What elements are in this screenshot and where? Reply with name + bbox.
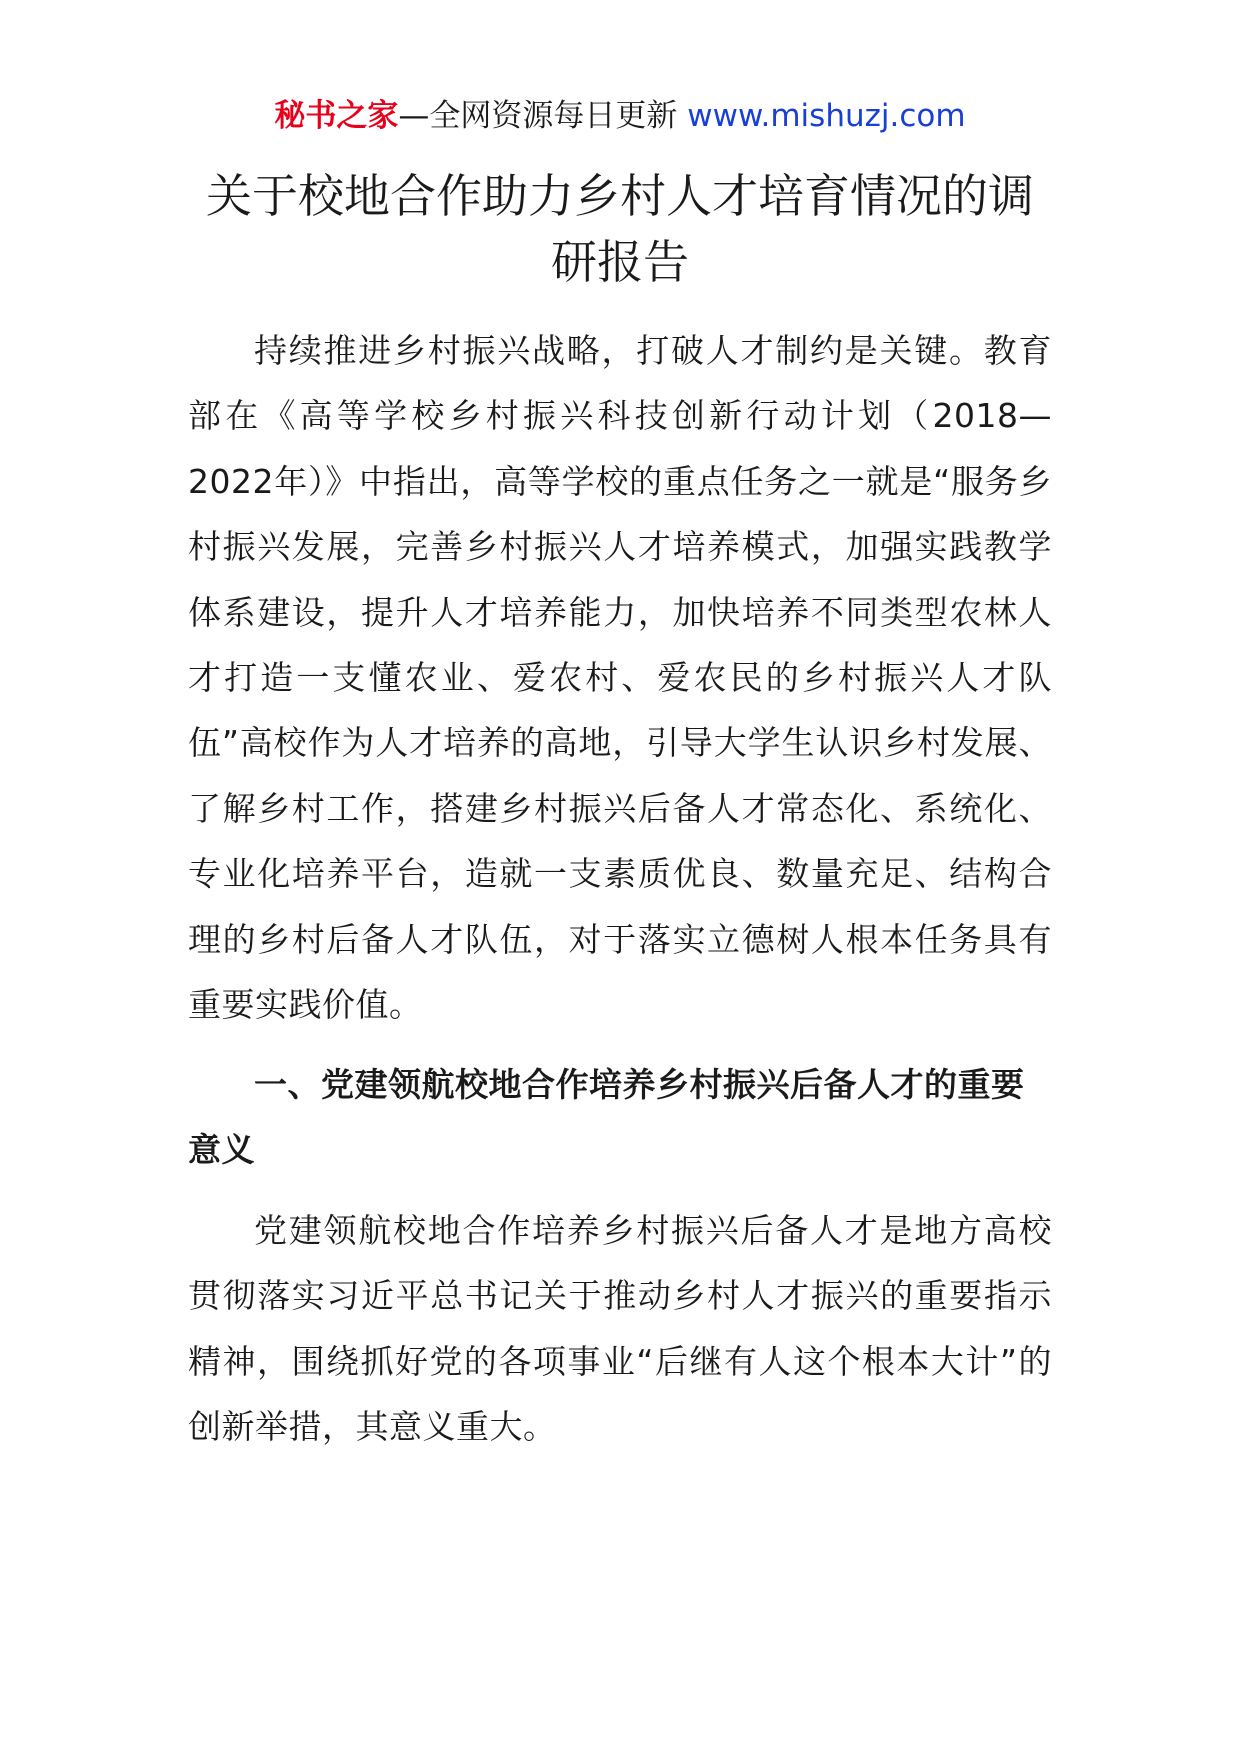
site-header: [0, 96, 1240, 136]
intro-paragraph: 持续推进乡村振兴战略，打破人才制约是关键。教育部在《高等学校乡村振兴科技创新行动计划（2018—2022年）》中指出，高等学校的重点任务之一就是“服务乡村振兴发展，完善乡村振兴人才培养模式，加强实践教学体系建设，提升人才培养能力，加快培养不同类型农林人才打造一支懂农业、爱农村、爱农民的乡村振兴人才队伍”高校作为人才培养的高地，引导大学生认识乡村发展、了解乡村工作，搭建乡村振兴后备人才常态化、系统化、专业化培养平台，造就一支素质优良、数量充足、结构合理的乡村后备人才队伍，对于落实立德树人根本任务具有重要实践价值。: [188, 331, 1052, 1025]
section-heading: 一、党建领航校地合作培养乡村振兴后备人才的重要意义: [188, 1065, 1025, 1169]
section-paragraph: 党建领航校地合作培养乡村振兴后备人才是地方高校贯彻落实习近平总书记关于推动乡村人才振兴的重要指示精神，围绕抓好党的各项事业“后继有人这个根本大计”的创新举措，其意义重大。: [188, 1211, 1052, 1447]
document-title: 关于校地合作助力乡村人才培育情况的调研报告: [206, 169, 1034, 289]
header-tagline: —全网资源每日更新: [398, 98, 678, 134]
brand-name: 秘书之家: [274, 98, 399, 134]
site-url-link[interactable]: www.mishuzj.com: [687, 98, 966, 134]
